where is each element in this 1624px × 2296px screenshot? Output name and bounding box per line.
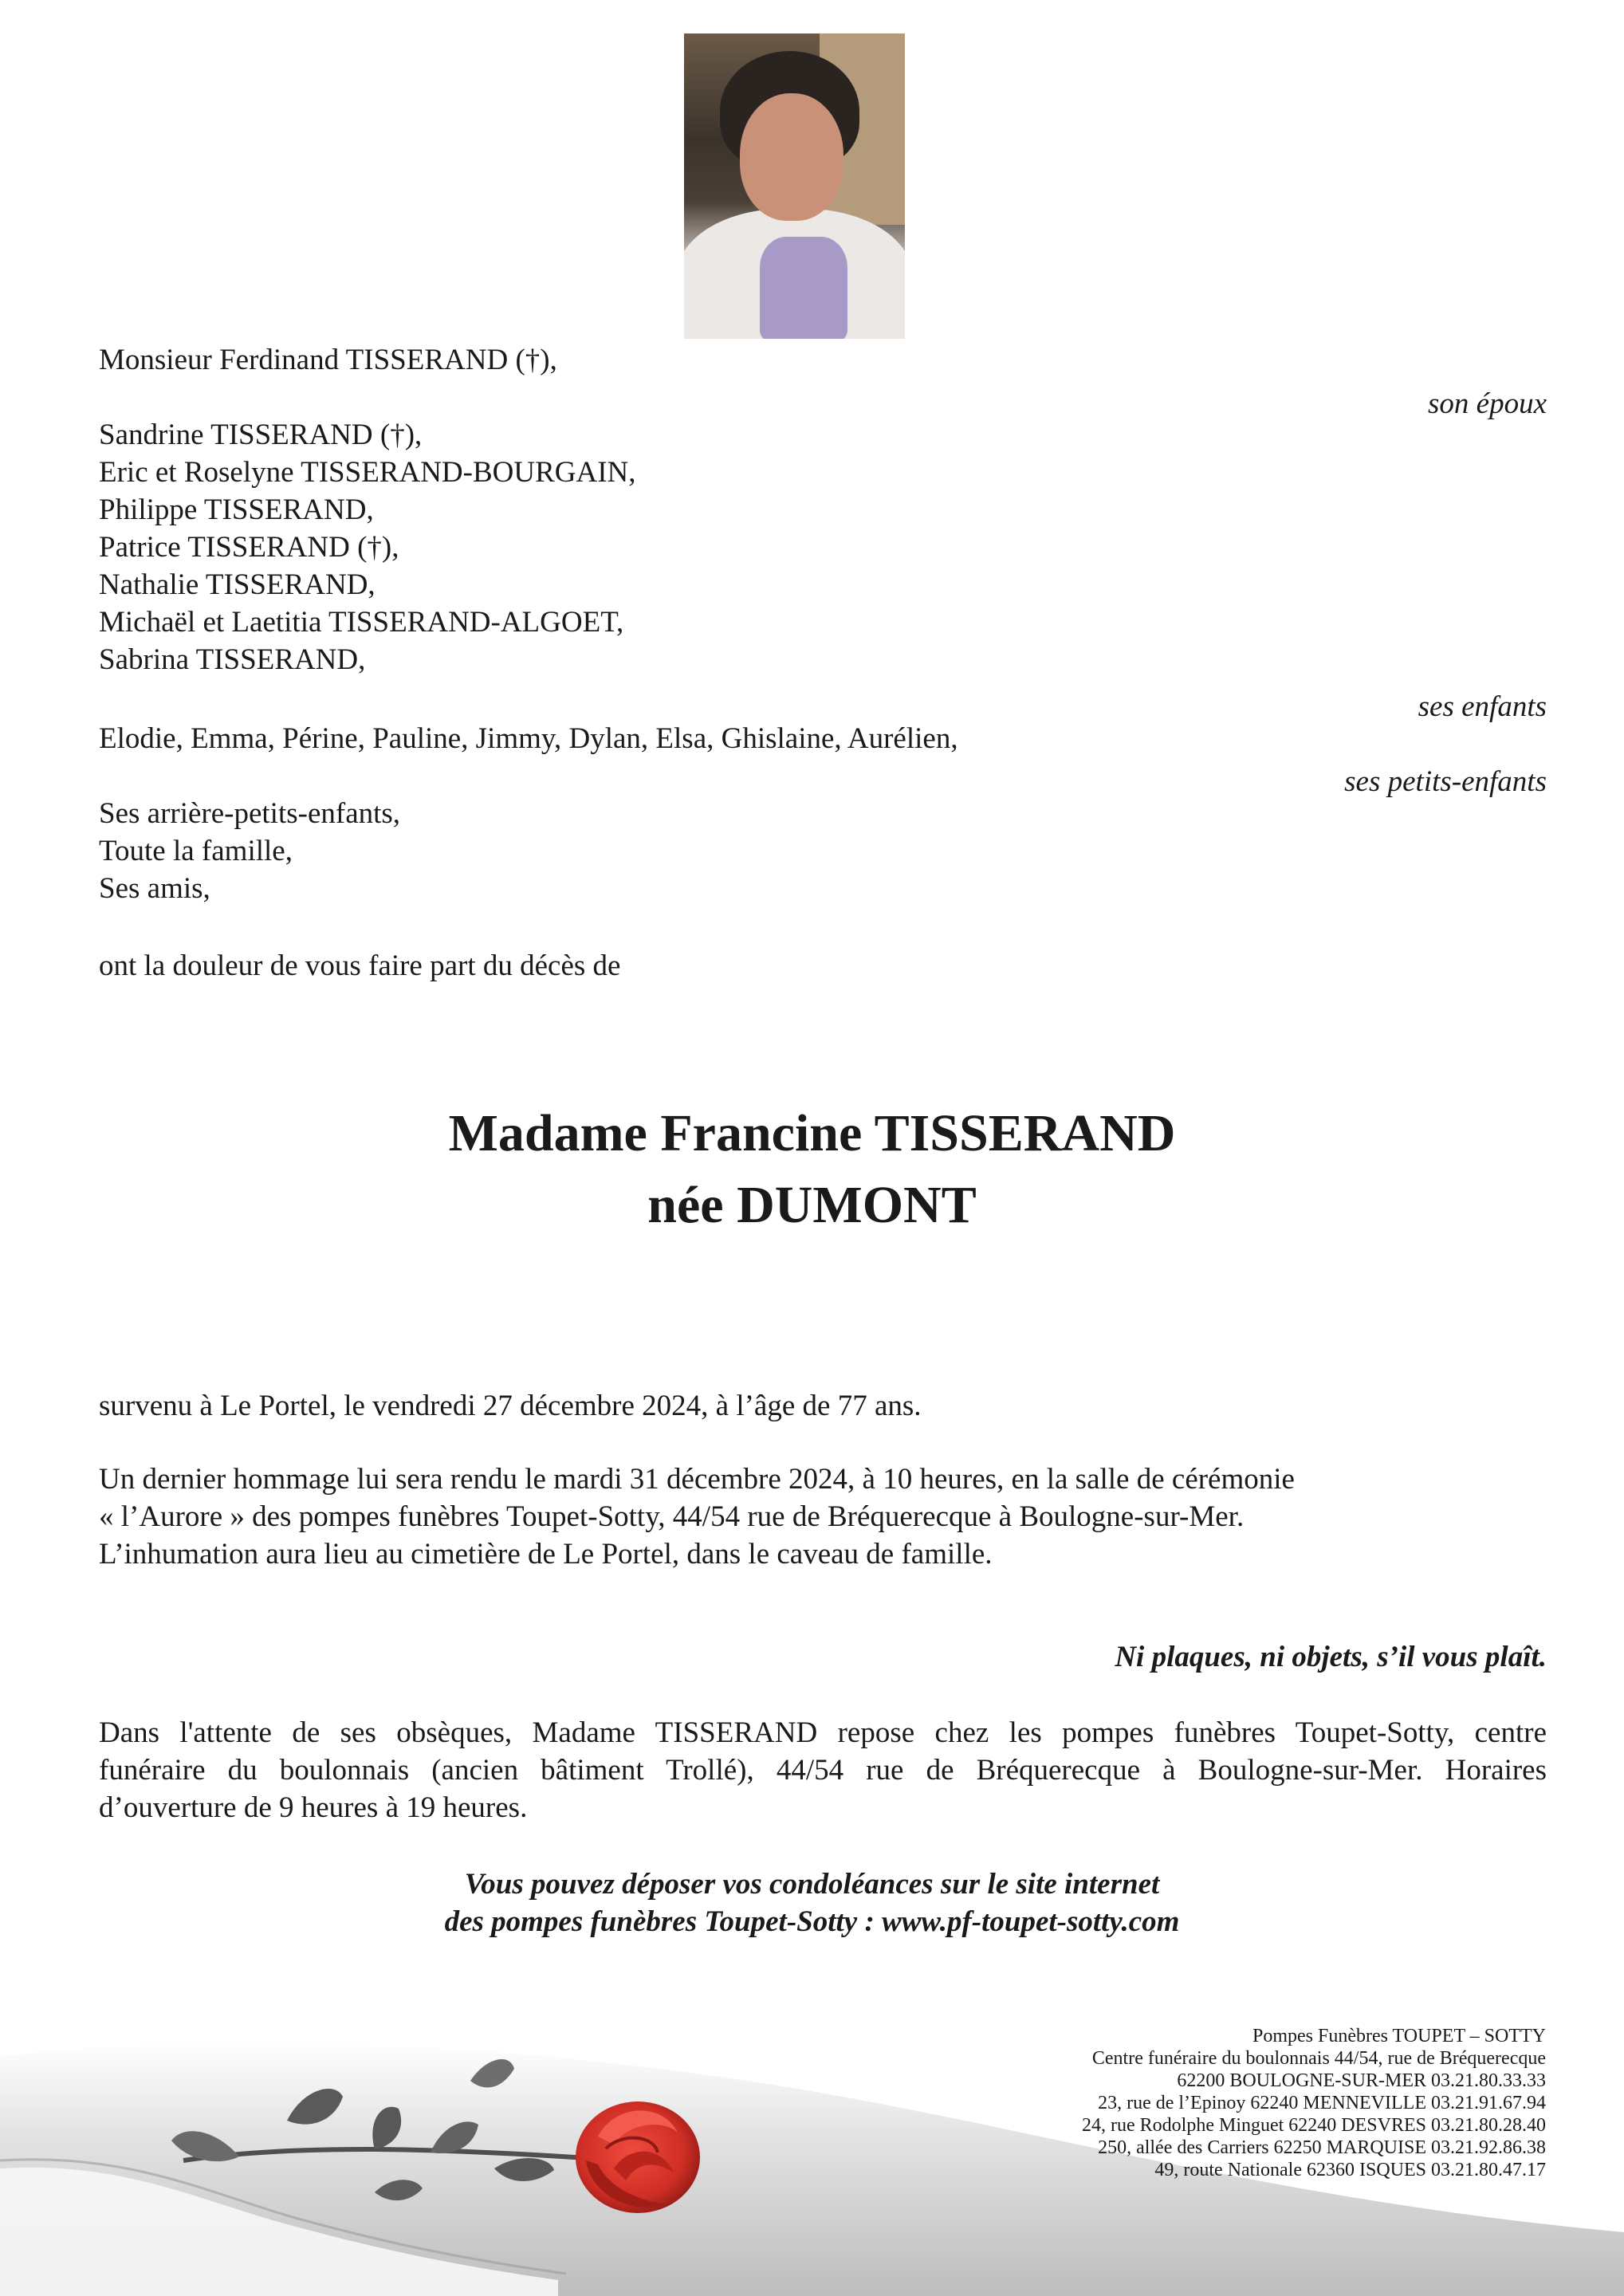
list-item: Ses amis, — [99, 872, 210, 905]
condolences-line-2: des pompes funèbres Toupet-Sotty : www.pf-toupet-sotty.com — [444, 1905, 1180, 1938]
condolences-line-1: Vous pouvez déposer vos condoléances sur le site internet — [464, 1868, 1160, 1901]
list-item: Eric et Roselyne TISSERAND-BOURGAIN, — [99, 456, 636, 489]
children-list — [99, 416, 635, 678]
list-item: Toute la famille, — [99, 835, 293, 867]
paragraph-line: d’ouverture de 9 heures à 19 heures. — [99, 1791, 528, 1824]
paragraph-line: Un dernier hommage lui sera rendu le mardi 31 décembre 2024, à 10 heures, en la salle de cérémonie — [99, 1463, 1295, 1496]
spouse-line: Monsieur Ferdinand TISSERAND (†), — [99, 344, 557, 376]
deceased-maiden-name: née DUMONT — [647, 1176, 977, 1234]
deceased-name: Madame Francine TISSERAND — [448, 1104, 1176, 1162]
funeral-home-contact — [1082, 2025, 1546, 2181]
paragraph-line: Dans l'attente de ses obsèques, Madame TISSERAND repose chez les pompes funèbres Toupet-Sotty, centre — [99, 1716, 1547, 1749]
list-item: Patrice TISSERAND (†), — [99, 531, 399, 564]
list-item: Sabrina TISSERAND, — [99, 643, 366, 676]
contact-line: 250, allée des Carriers 62250 MARQUISE 03.21.92.86.38 — [1098, 2137, 1546, 2158]
paragraph-line: L’inhumation aura lieu au cimetière de Le Portel, dans le caveau de famille. — [99, 1538, 993, 1571]
contact-line: 24, rue Rodolphe Minguet 62240 DESVRES 03.21.80.28.40 — [1082, 2115, 1546, 2136]
grandchildren-line: Elodie, Emma, Périne, Pauline, Jimmy, Dylan, Elsa, Ghislaine, Aurélien, — [99, 722, 958, 755]
children-role: ses enfants — [1418, 690, 1547, 723]
contact-line: Centre funéraire du boulonnais 44/54, rue de Bréquerecque — [1091, 2048, 1546, 2069]
contact-line: 23, rue de l’Epinoy 62240 MENNEVILLE 03.21.91.67.94 — [1098, 2093, 1546, 2113]
request-line: Ni plaques, ni objets, s’il vous plaît. — [1115, 1641, 1547, 1673]
list-item: Sandrine TISSERAND (†), — [99, 419, 423, 451]
death-line: survenu à Le Portel, le vendredi 27 décembre 2024, à l’âge de 77 ans. — [99, 1390, 922, 1422]
list-item: Nathalie TISSERAND, — [99, 568, 376, 601]
paragraph-line: « l’Aurore » des pompes funèbres Toupet-Sotty, 44/54 rue de Bréquerecque à Boulogne-sur-Mer. — [99, 1500, 1245, 1533]
rest-paragraph — [99, 1714, 1547, 1826]
portrait-photo — [684, 33, 905, 339]
contact-line: 49, route Nationale 62360 ISQUES 03.21.80.47.17 — [1154, 2160, 1546, 2180]
list-item: Philippe TISSERAND, — [99, 493, 374, 526]
list-item: Ses arrière-petits-enfants, — [99, 797, 401, 830]
announcement-line: ont la douleur de vous faire part du décès de — [99, 949, 621, 982]
spouse-role: son époux — [1428, 387, 1547, 420]
grandchildren-role: ses petits-enfants — [1344, 765, 1547, 798]
others-list — [99, 795, 400, 907]
paragraph-line: funéraire du boulonnais (ancien bâtiment Trollé), 44/54 rue de Bréquerecque à Boulogne-sur-Mer. Horaires — [99, 1754, 1547, 1787]
list-item: Michaël et Laetitia TISSERAND-ALGOET, — [99, 606, 624, 639]
contact-line: Pompes Funèbres TOUPET – SOTTY — [1252, 2026, 1546, 2046]
contact-line: 62200 BOULOGNE-SUR-MER 03.21.80.33.33 — [1177, 2070, 1546, 2091]
ceremony-paragraph — [99, 1461, 1295, 1573]
